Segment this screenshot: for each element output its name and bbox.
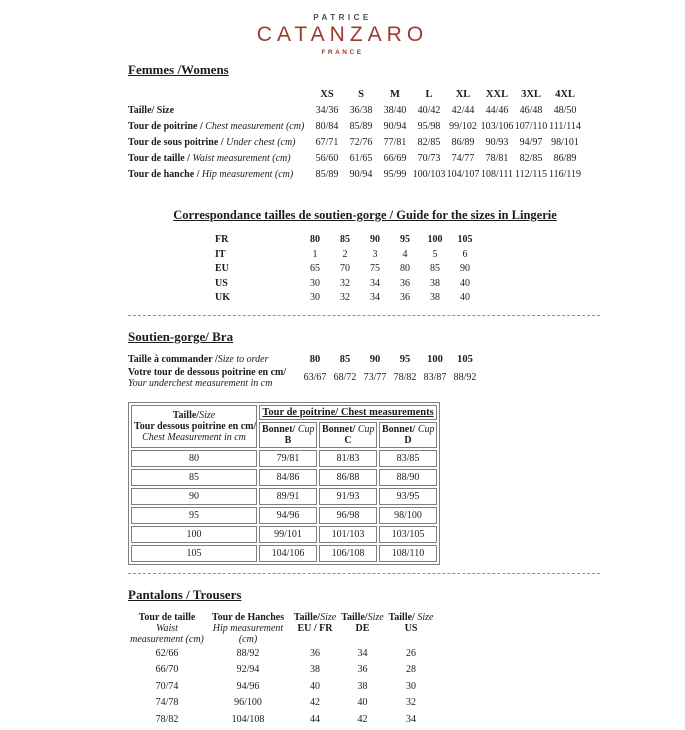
measurement-cell: 61/65 [344, 153, 378, 164]
size-header-cell: 4XL [548, 89, 582, 100]
size-cell: 1 [300, 249, 330, 264]
eu-fr-cell: 38 [290, 664, 340, 681]
header-line [341, 612, 383, 623]
logo-patrice-text: PATRICE [0, 13, 685, 22]
size-cell: 105 [450, 354, 480, 365]
size-cell: 90 [450, 263, 480, 278]
corner-line1-en: Size [199, 410, 215, 421]
waist-cell: 78/82 [128, 714, 206, 730]
measurement-cell: 100/103 [412, 169, 446, 180]
measurement-cell: 38/40 [378, 105, 412, 116]
band-size-cell: 105 [131, 545, 257, 562]
brand-logo [0, 0, 685, 56]
row-label [128, 105, 310, 116]
table-row [128, 714, 602, 730]
measurement-cell: 86/89 [548, 153, 582, 164]
header-en: Hip measurement [213, 623, 283, 634]
measurement-cell: 83/87 [420, 372, 450, 383]
measurement-cell: 78/82 [390, 372, 420, 383]
header-fr: Tour de Hanches [212, 612, 284, 623]
header-fr: Taille/ [294, 612, 320, 623]
de-cell: 42 [340, 714, 385, 730]
measurement-cell: 34/36 [310, 105, 344, 116]
dotted-divider [128, 315, 600, 316]
size-cell: 70 [330, 263, 360, 278]
table-row-underchest [128, 367, 602, 389]
cup-d-cell: 83/85 [379, 450, 437, 467]
de-cell: 40 [340, 697, 385, 714]
measurement-cell: 46/48 [514, 105, 548, 116]
table-row-us [215, 278, 602, 293]
hip-cell: 96/100 [206, 697, 290, 714]
cup-letter: B [285, 435, 292, 446]
country-label: UK [215, 292, 300, 307]
table-row [128, 648, 602, 665]
row-label [128, 153, 310, 164]
cup-d-cell: 103/105 [379, 526, 437, 543]
size-header-cell: M [378, 89, 412, 100]
row-label-fr: Votre tour de dessous poitrine en cm/ [128, 367, 286, 378]
trousers-size-table [128, 612, 602, 730]
row-label-fr: Taille/ Size [128, 105, 174, 116]
size-header-cell: XXL [480, 89, 514, 100]
row-label-en: Chest measurement (cm) [205, 121, 304, 132]
size-header-cell: XS [310, 89, 344, 100]
table-row-uk [215, 292, 602, 307]
size-cell: 34 [360, 292, 390, 307]
table-header-row [131, 405, 437, 420]
band-size-cell: 95 [131, 507, 257, 524]
size-cell: 100 [420, 354, 450, 365]
header-it: Size [417, 612, 433, 623]
size-cell: 4 [390, 249, 420, 264]
de-column-header [340, 612, 385, 645]
hip-cell: 92/94 [206, 664, 290, 681]
cup-d-header [379, 422, 437, 448]
band-size-cell: 90 [131, 488, 257, 505]
measurement-cell: 99/102 [446, 121, 480, 132]
size-header-cell: XL [446, 89, 480, 100]
size-cell: 80 [390, 263, 420, 278]
us-cell: 32 [385, 697, 437, 714]
table-row [131, 488, 437, 505]
size-cell: 90 [360, 354, 390, 365]
de-cell: 34 [340, 648, 385, 665]
size-cell: 85 [420, 263, 450, 278]
waist-cell: 62/66 [128, 648, 206, 665]
row-label-en: Size to order [218, 354, 269, 365]
dotted-divider [128, 573, 600, 574]
bra-section-title: Soutien-gorge/ Bra [128, 329, 602, 345]
bra-order-table [128, 354, 602, 389]
cup-table-corner-header [131, 405, 257, 448]
lingerie-guide-title: Correspondance tailles de soutien-gorge / Guide for the sizes in Lingerie [128, 208, 602, 223]
header-fr: Taille/ [341, 612, 367, 623]
size-cell: 65 [300, 263, 330, 278]
us-column-header [385, 612, 437, 645]
table-row-it [215, 249, 602, 264]
table-row [131, 507, 437, 524]
size-cell: 6 [450, 249, 480, 264]
cup-label-fr: Bonnet/ [382, 424, 415, 435]
size-cell: 34 [360, 278, 390, 293]
measurement-cell: 48/50 [548, 105, 582, 116]
size-header-cell: L [412, 89, 446, 100]
size-cell: 36 [390, 278, 420, 293]
table-row [128, 664, 602, 681]
measurement-cell: 116/119 [548, 169, 582, 180]
size-cell: 38 [420, 292, 450, 307]
country-label: EU [215, 263, 300, 278]
de-cell: 36 [340, 664, 385, 681]
row-label [128, 169, 310, 180]
us-cell: 34 [385, 714, 437, 730]
header-en: measurement (cm) [130, 634, 204, 645]
trousers-section-title: Pantalons / Trousers [128, 587, 602, 603]
header-fr: Taille/ [389, 612, 418, 623]
cup-letter: C [344, 435, 351, 446]
table-row [128, 681, 602, 698]
header-region: EU / FR [298, 623, 333, 634]
size-cell: 105 [450, 234, 480, 249]
cup-b-cell: 84/86 [259, 469, 317, 486]
size-cell: 3 [360, 249, 390, 264]
measurement-cell: 104/107 [446, 169, 480, 180]
corner-line3: Chest Measurement in cm [142, 432, 246, 443]
cup-b-cell: 79/81 [259, 450, 317, 467]
cup-b-cell: 99/101 [259, 526, 317, 543]
measurement-cell: 82/85 [514, 153, 548, 164]
measurement-cell: 95/99 [378, 169, 412, 180]
table-row [128, 697, 602, 714]
size-cell: 90 [360, 234, 390, 249]
row-label-en: Your underchest measurement in cm [128, 378, 300, 389]
cup-label-en: Cup [418, 424, 435, 435]
hip-cell: 88/92 [206, 648, 290, 665]
country-label: IT [215, 249, 300, 264]
cup-c-cell: 81/83 [319, 450, 377, 467]
row-label [128, 367, 300, 389]
measurement-cell: 85/89 [344, 121, 378, 132]
cup-c-header [319, 422, 377, 448]
us-cell: 28 [385, 664, 437, 681]
row-label-en: Waist measurement (cm) [192, 153, 290, 164]
table-row [131, 545, 437, 562]
cup-label-en: Cup [298, 424, 315, 435]
measurement-cell: 67/71 [310, 137, 344, 148]
lingerie-guide-table [215, 234, 602, 307]
table-row [131, 469, 437, 486]
cup-d-cell: 98/100 [379, 507, 437, 524]
measurement-cell: 78/81 [480, 153, 514, 164]
cup-b-cell: 89/91 [259, 488, 317, 505]
cup-label-en: Cup [358, 424, 375, 435]
size-cell: 95 [390, 354, 420, 365]
measurement-cell: 73/77 [360, 372, 390, 383]
cup-b-cell: 94/96 [259, 507, 317, 524]
us-cell: 30 [385, 681, 437, 698]
row-label-en: Hip measurement (cm) [202, 169, 293, 180]
cup-c-cell: 106/108 [319, 545, 377, 562]
row-label [128, 121, 310, 132]
table-row [131, 526, 437, 543]
waist-cell: 70/74 [128, 681, 206, 698]
size-cell: 40 [450, 278, 480, 293]
size-header-cell: 3XL [514, 89, 548, 100]
country-label: FR [215, 234, 300, 249]
eu-fr-cell: 44 [290, 714, 340, 730]
logo-france-text: FRANCE [0, 49, 685, 56]
size-cell: 32 [330, 278, 360, 293]
cup-label-fr: Bonnet/ [262, 424, 295, 435]
waist-column-header [128, 612, 206, 645]
table-row-size [128, 105, 602, 121]
measurement-cell: 108/111 [480, 169, 514, 180]
womens-size-table [128, 89, 602, 185]
measurement-cell: 74/77 [446, 153, 480, 164]
size-cell: 80 [300, 354, 330, 365]
row-label-fr: Tour de poitrine / [128, 121, 203, 132]
cup-d-cell: 88/90 [379, 469, 437, 486]
size-header-row [128, 89, 602, 105]
cup-d-cell: 93/95 [379, 488, 437, 505]
row-label-fr: Tour de sous poitrine / [128, 137, 224, 148]
measurement-cell: 103/106 [480, 121, 514, 132]
header-region: DE [356, 623, 370, 634]
size-cell: 40 [450, 292, 480, 307]
measurement-cell: 85/89 [310, 169, 344, 180]
corner-line1-fr: Taille/ [173, 410, 199, 421]
hip-column-header [206, 612, 290, 645]
hip-cell: 104/108 [206, 714, 290, 730]
eu-fr-column-header [290, 612, 340, 645]
cup-b-header [259, 422, 317, 448]
cup-c-cell: 101/103 [319, 526, 377, 543]
chest-measurements-group-header [259, 405, 437, 420]
cup-c-cell: 86/88 [319, 469, 377, 486]
measurement-cell: 80/84 [310, 121, 344, 132]
measurement-cell: 88/92 [450, 372, 480, 383]
row-label [128, 137, 310, 148]
table-header-row [128, 612, 602, 645]
table-row-underchest [128, 137, 602, 153]
size-cell: 2 [330, 249, 360, 264]
logo-catanzaro-text: CATANZARO [0, 23, 685, 47]
measurement-cell: 94/97 [514, 137, 548, 148]
cup-b-cell: 104/106 [259, 545, 317, 562]
measurement-cell: 107/110 [514, 121, 548, 132]
band-size-cell: 100 [131, 526, 257, 543]
measurement-cell: 82/85 [412, 137, 446, 148]
size-cell: 85 [330, 234, 360, 249]
measurement-cell: 42/44 [446, 105, 480, 116]
size-cell: 85 [330, 354, 360, 365]
measurement-cell: 95/98 [412, 121, 446, 132]
row-label-fr: Tour de hanche / [128, 169, 199, 180]
cup-d-cell: 108/110 [379, 545, 437, 562]
measurement-cell: 77/81 [378, 137, 412, 148]
cup-letter: D [404, 435, 411, 446]
row-label-fr: Taille à commander / [128, 354, 218, 365]
size-cell: 80 [300, 234, 330, 249]
table-row-waist [128, 153, 602, 169]
eu-fr-cell: 42 [290, 697, 340, 714]
row-label-en: Under chest (cm) [226, 137, 295, 148]
measurement-cell: 44/46 [480, 105, 514, 116]
size-cell: 30 [300, 292, 330, 307]
size-header-cell: S [344, 89, 378, 100]
measurement-cell: 63/67 [300, 372, 330, 383]
measurement-cell: 90/93 [480, 137, 514, 148]
band-size-cell: 80 [131, 450, 257, 467]
cup-c-cell: 96/98 [319, 507, 377, 524]
measurement-cell: 111/114 [548, 121, 582, 132]
cup-c-cell: 91/93 [319, 488, 377, 505]
header-it: Size [320, 612, 336, 623]
womens-section-title: Femmes /Womens [128, 62, 602, 78]
chart-content [128, 62, 602, 730]
cup-label-fr: Bonnet/ [322, 424, 355, 435]
band-size-cell: 85 [131, 469, 257, 486]
size-cell: 75 [360, 263, 390, 278]
measurement-cell: 68/72 [330, 372, 360, 383]
measurement-cell: 36/38 [344, 105, 378, 116]
corner-line2: Tour dessous poitrine en cm/ [134, 421, 256, 432]
group-header-text: Tour de poitrine/ Chest measurements [262, 407, 433, 418]
size-cell: 95 [390, 234, 420, 249]
size-cell: 36 [390, 292, 420, 307]
us-cell: 26 [385, 648, 437, 665]
measurement-cell: 90/94 [378, 121, 412, 132]
measurement-cell: 40/42 [412, 105, 446, 116]
header-fr: Tour de taille [139, 612, 196, 623]
size-cell: 30 [300, 278, 330, 293]
eu-fr-cell: 36 [290, 648, 340, 665]
size-cell: 38 [420, 278, 450, 293]
header-en: (cm) [239, 634, 257, 645]
header-en: Waist [156, 623, 178, 634]
header-region: US [405, 623, 418, 634]
hip-cell: 94/96 [206, 681, 290, 698]
size-cell: 5 [420, 249, 450, 264]
table-row [131, 450, 437, 467]
size-cell: 100 [420, 234, 450, 249]
header-it: Size [368, 612, 384, 623]
header-line [294, 612, 336, 623]
table-row-hip [128, 169, 602, 185]
de-cell: 38 [340, 681, 385, 698]
row-label-fr: Tour de taille / [128, 153, 190, 164]
table-row-chest [128, 121, 602, 137]
size-cell: 32 [330, 292, 360, 307]
waist-cell: 66/70 [128, 664, 206, 681]
cup-size-table [128, 402, 440, 565]
measurement-cell: 72/76 [344, 137, 378, 148]
measurement-cell: 98/101 [548, 137, 582, 148]
waist-cell: 74/78 [128, 697, 206, 714]
country-label: US [215, 278, 300, 293]
measurement-cell: 70/73 [412, 153, 446, 164]
table-row-size-to-order [128, 354, 602, 365]
row-label [128, 354, 300, 365]
table-row-eu [215, 263, 602, 278]
measurement-cell: 90/94 [344, 169, 378, 180]
eu-fr-cell: 40 [290, 681, 340, 698]
measurement-cell: 86/89 [446, 137, 480, 148]
table-row-fr [215, 234, 602, 249]
measurement-cell: 66/69 [378, 153, 412, 164]
measurement-cell: 56/60 [310, 153, 344, 164]
header-line [389, 612, 434, 623]
measurement-cell: 112/115 [514, 169, 548, 180]
